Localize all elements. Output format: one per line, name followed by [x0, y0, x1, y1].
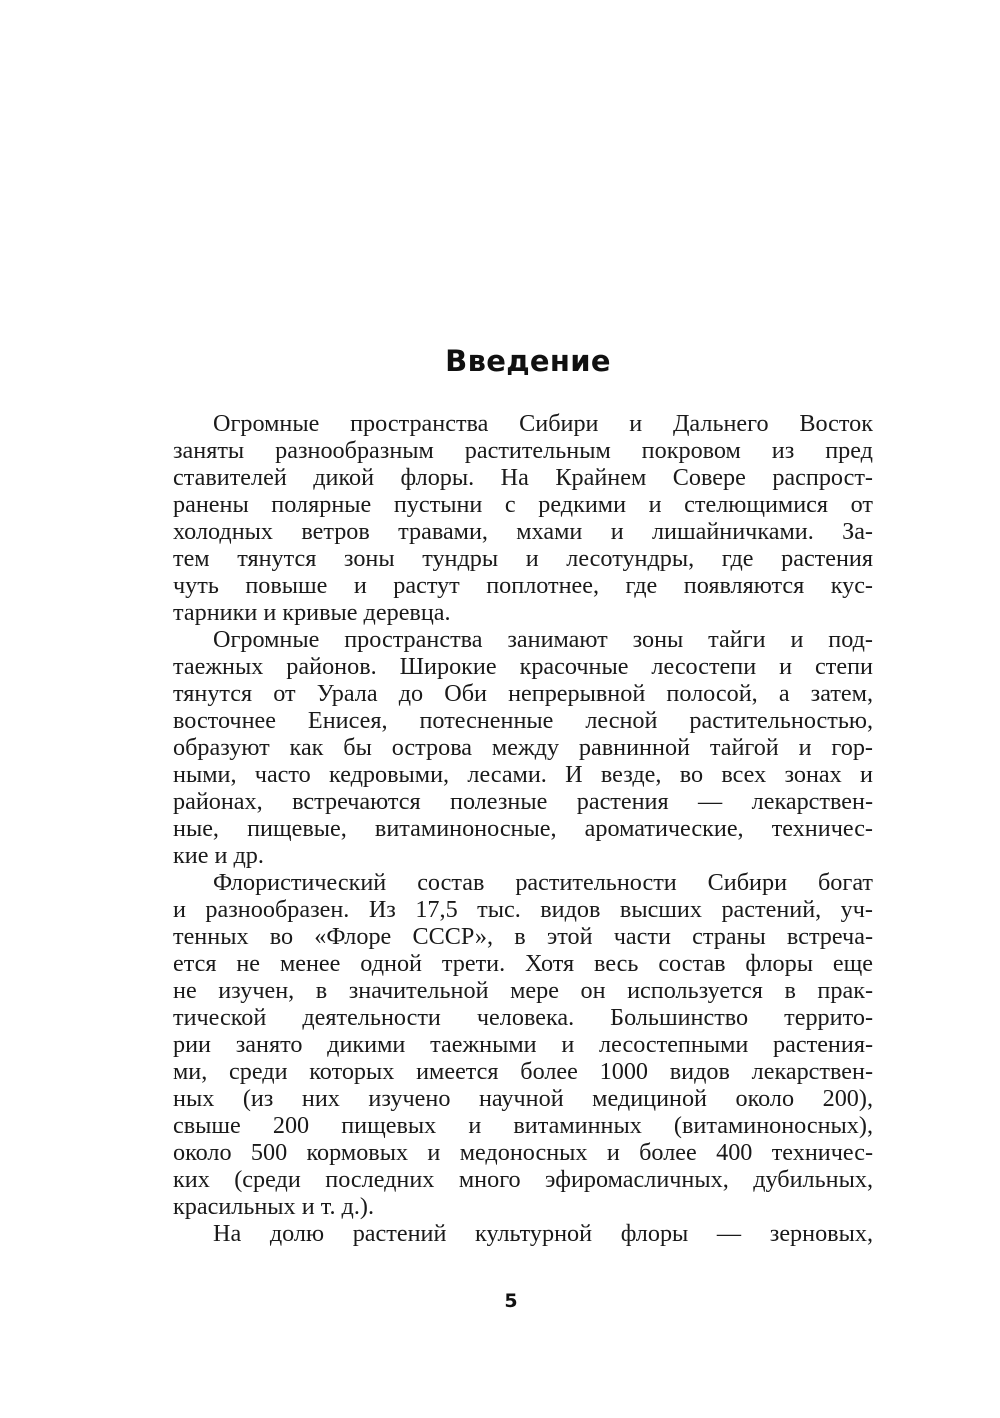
text-line: восточнее Енисея, потесненные лесной растительностью,: [173, 707, 873, 734]
text-line: ется не менее одной трети. Хотя весь состав флоры еще: [173, 950, 873, 977]
text-line: ких (среди последних много эфиромасличных, дубильных,: [173, 1166, 873, 1193]
text-line: ных (из них изучено научной медициной около 200),: [173, 1085, 873, 1112]
text-line: районах, встречаются полезные растения — лекарствен-: [173, 788, 873, 815]
text-line: образуют как бы острова между равнинной тайгой и гор-: [173, 734, 873, 761]
text-line: кие и др.: [173, 842, 264, 869]
text-line: ми, среди которых имеется более 1000 видов лекарствен-: [173, 1058, 873, 1085]
text-line: таежных районов. Широкие красочные лесостепи и степи: [173, 653, 873, 680]
text-line: холодных ветров травами, мхами и лишайничками. За-: [173, 518, 873, 545]
text-line: заняты разнообразным растительным покровом из пред: [173, 437, 873, 464]
text-line: свыше 200 пищевых и витаминных (витаминоносных),: [173, 1112, 873, 1139]
text-line: тенных во «Флоре СССР», в этой части страны встреча-: [173, 923, 873, 950]
text-line: тем тянутся зоны тундры и лесотундры, где растения: [173, 545, 873, 572]
text-line: Огромные пространства Сибири и Дальнего Восток: [213, 410, 873, 437]
text-line: и разнообразен. Из 17,5 тыс. видов высших растений, уч-: [173, 896, 873, 923]
text-line: красильных и т. д.).: [173, 1193, 374, 1220]
text-line: тической деятельности человека. Большинство террито-: [173, 1004, 873, 1031]
text-line: ные, пищевые, витаминоносные, ароматические, техничес-: [173, 815, 873, 842]
page-number: 5: [504, 1290, 518, 1312]
text-line: Флористический состав растительности Сибири богат: [213, 869, 873, 896]
text-line: около 500 кормовых и медоносных и более 400 техничес-: [173, 1139, 873, 1166]
text-line: не изучен, в значительной мере он используется в прак-: [173, 977, 873, 1004]
text-line: тянутся от Урала до Оби непрерывной полосой, а затем,: [173, 680, 873, 707]
text-line: рии занято дикими таежными и лесостепными растения-: [173, 1031, 873, 1058]
text-line: Огромные пространства занимают зоны тайги и под-: [213, 626, 873, 653]
text-line: ранены полярные пустыни с редкими и стелющимися от: [173, 491, 873, 518]
paragraph-2: [173, 626, 873, 869]
text-line: На долю растений культурной флоры — зерновых,: [213, 1220, 873, 1247]
text-line: ными, часто кедровыми, лесами. И везде, во всех зонах и: [173, 761, 873, 788]
body-text: [173, 410, 873, 1247]
text-line: тарники и кривые деревца.: [173, 599, 451, 626]
text-line: ставителей дикой флоры. На Крайнем Совере распрост-: [173, 464, 873, 491]
paragraph-4: [173, 1220, 873, 1247]
paragraph-3: [173, 869, 873, 1220]
paragraph-1: [173, 410, 873, 626]
text-line: чуть повыше и растут поплотнее, где появляются кус-: [173, 572, 873, 599]
page-title: Введение: [445, 344, 611, 378]
